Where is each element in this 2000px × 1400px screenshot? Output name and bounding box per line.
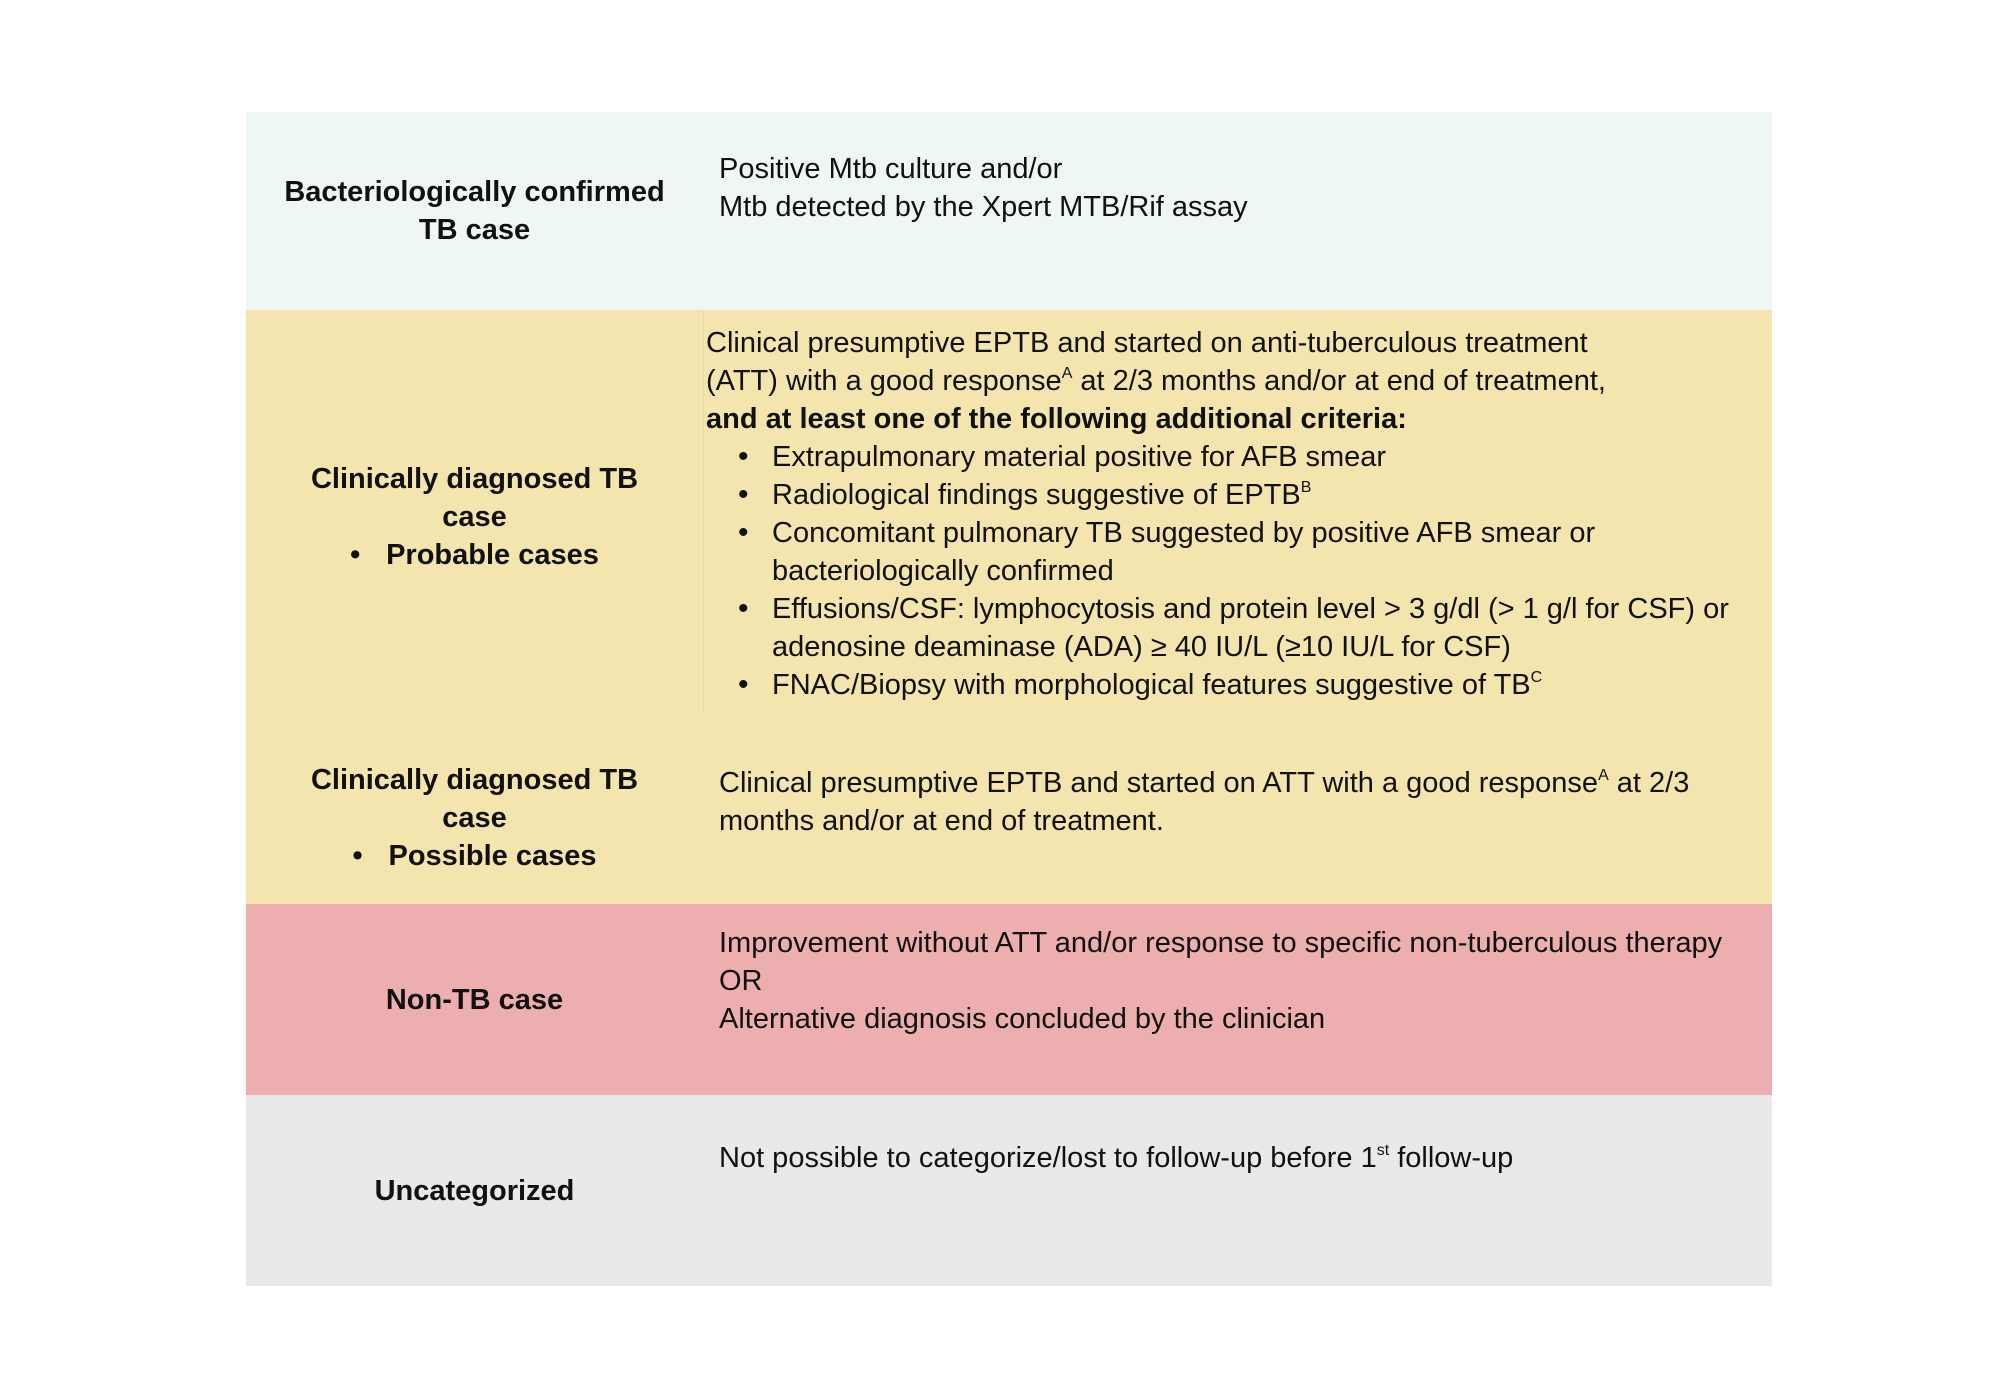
row-uncategorized bbox=[246, 1095, 1772, 1286]
footnote-marker: B bbox=[1300, 479, 1312, 496]
description-line: Mtb detected by the Xpert MTB/Rif assay bbox=[719, 191, 1248, 223]
row-bacteriologically-confirmed bbox=[246, 112, 1772, 310]
criteria-item bbox=[772, 666, 1742, 704]
footnote-marker: C bbox=[1530, 669, 1543, 686]
row-label-line: Bacteriologically confirmed bbox=[284, 176, 665, 208]
row-label-bullet: • Probable cases bbox=[350, 536, 599, 574]
criteria-text: Extrapulmonary material positive for AFB smear bbox=[772, 441, 1387, 473]
footnote-marker: st bbox=[1376, 1142, 1390, 1159]
description-line: Alternative diagnosis concluded by the clinician bbox=[719, 1003, 1326, 1035]
row-label-line: Clinically diagnosed TB bbox=[310, 764, 639, 796]
criteria-text: Radiological findings suggestive of EPTB bbox=[772, 479, 1301, 511]
criteria-item bbox=[772, 438, 1742, 476]
criteria-text: FNAC/Biopsy with morphological features suggestive of TB bbox=[772, 669, 1531, 701]
row-label-line: case bbox=[442, 802, 507, 834]
description-cell bbox=[703, 1095, 1772, 1286]
case-definition-table bbox=[246, 112, 1772, 1286]
label-cell bbox=[246, 112, 703, 310]
label-cell bbox=[246, 310, 703, 712]
criteria-list bbox=[706, 438, 1742, 704]
criteria-heading: and at least one of the following additional criteria: bbox=[706, 403, 1407, 435]
description-line bbox=[706, 362, 1742, 400]
label-cell bbox=[246, 712, 703, 904]
description-cell bbox=[703, 310, 1772, 712]
description-line: Improvement without ATT and/or response to specific non-tuberculous therapy bbox=[719, 927, 1723, 959]
description-cell bbox=[703, 112, 1772, 310]
criteria-item bbox=[772, 514, 1742, 590]
criteria-text: Concomitant pulmonary TB suggested by positive AFB smear or bacteriologically confirmed bbox=[772, 517, 1596, 587]
description-text: (ATT) with a good response bbox=[706, 365, 1062, 397]
row-non-tb-case bbox=[246, 904, 1772, 1095]
description-text: Clinical presumptive EPTB and started on ATT with a good response bbox=[719, 767, 1599, 799]
row-label-bullet: • Possible cases bbox=[353, 837, 597, 875]
description-line: Clinical presumptive EPTB and started on anti-tuberculous treatment bbox=[706, 327, 1588, 359]
row-label-line: Clinically diagnosed TB bbox=[310, 463, 639, 495]
criteria-text: Effusions/CSF: lymphocytosis and protein level > 3 g/dl (> 1 g/l for CSF) or adenosine deaminase (ADA) ≥ 40 IU/L (≥10 IU/L for CSF) bbox=[772, 593, 1729, 663]
description-line: Positive Mtb culture and/or bbox=[719, 153, 1063, 185]
criteria-item bbox=[772, 590, 1742, 666]
description-text: at 2/3 months and/or at end of treatment. bbox=[719, 767, 1690, 837]
row-label-line: TB case bbox=[418, 214, 531, 246]
row-clinically-diagnosed-possible bbox=[246, 712, 1772, 904]
description-text: follow-up bbox=[1389, 1142, 1514, 1174]
description-text: at 2/3 months and/or at end of treatment, bbox=[1072, 365, 1606, 397]
description-text: Not possible to categorize/lost to follow-up before 1 bbox=[719, 1142, 1377, 1174]
description-cell bbox=[703, 712, 1772, 904]
description-cell bbox=[703, 904, 1772, 1095]
description-line: OR bbox=[719, 965, 763, 997]
footnote-marker: A bbox=[1598, 767, 1609, 784]
label-cell bbox=[246, 1095, 703, 1286]
footnote-marker: A bbox=[1061, 365, 1073, 382]
label-cell bbox=[246, 904, 703, 1095]
row-label-line: case bbox=[442, 501, 507, 533]
criteria-item bbox=[772, 476, 1742, 514]
row-label: Uncategorized bbox=[374, 1174, 575, 1207]
row-clinically-diagnosed-probable bbox=[246, 310, 1772, 712]
row-label: Non-TB case bbox=[385, 983, 564, 1016]
